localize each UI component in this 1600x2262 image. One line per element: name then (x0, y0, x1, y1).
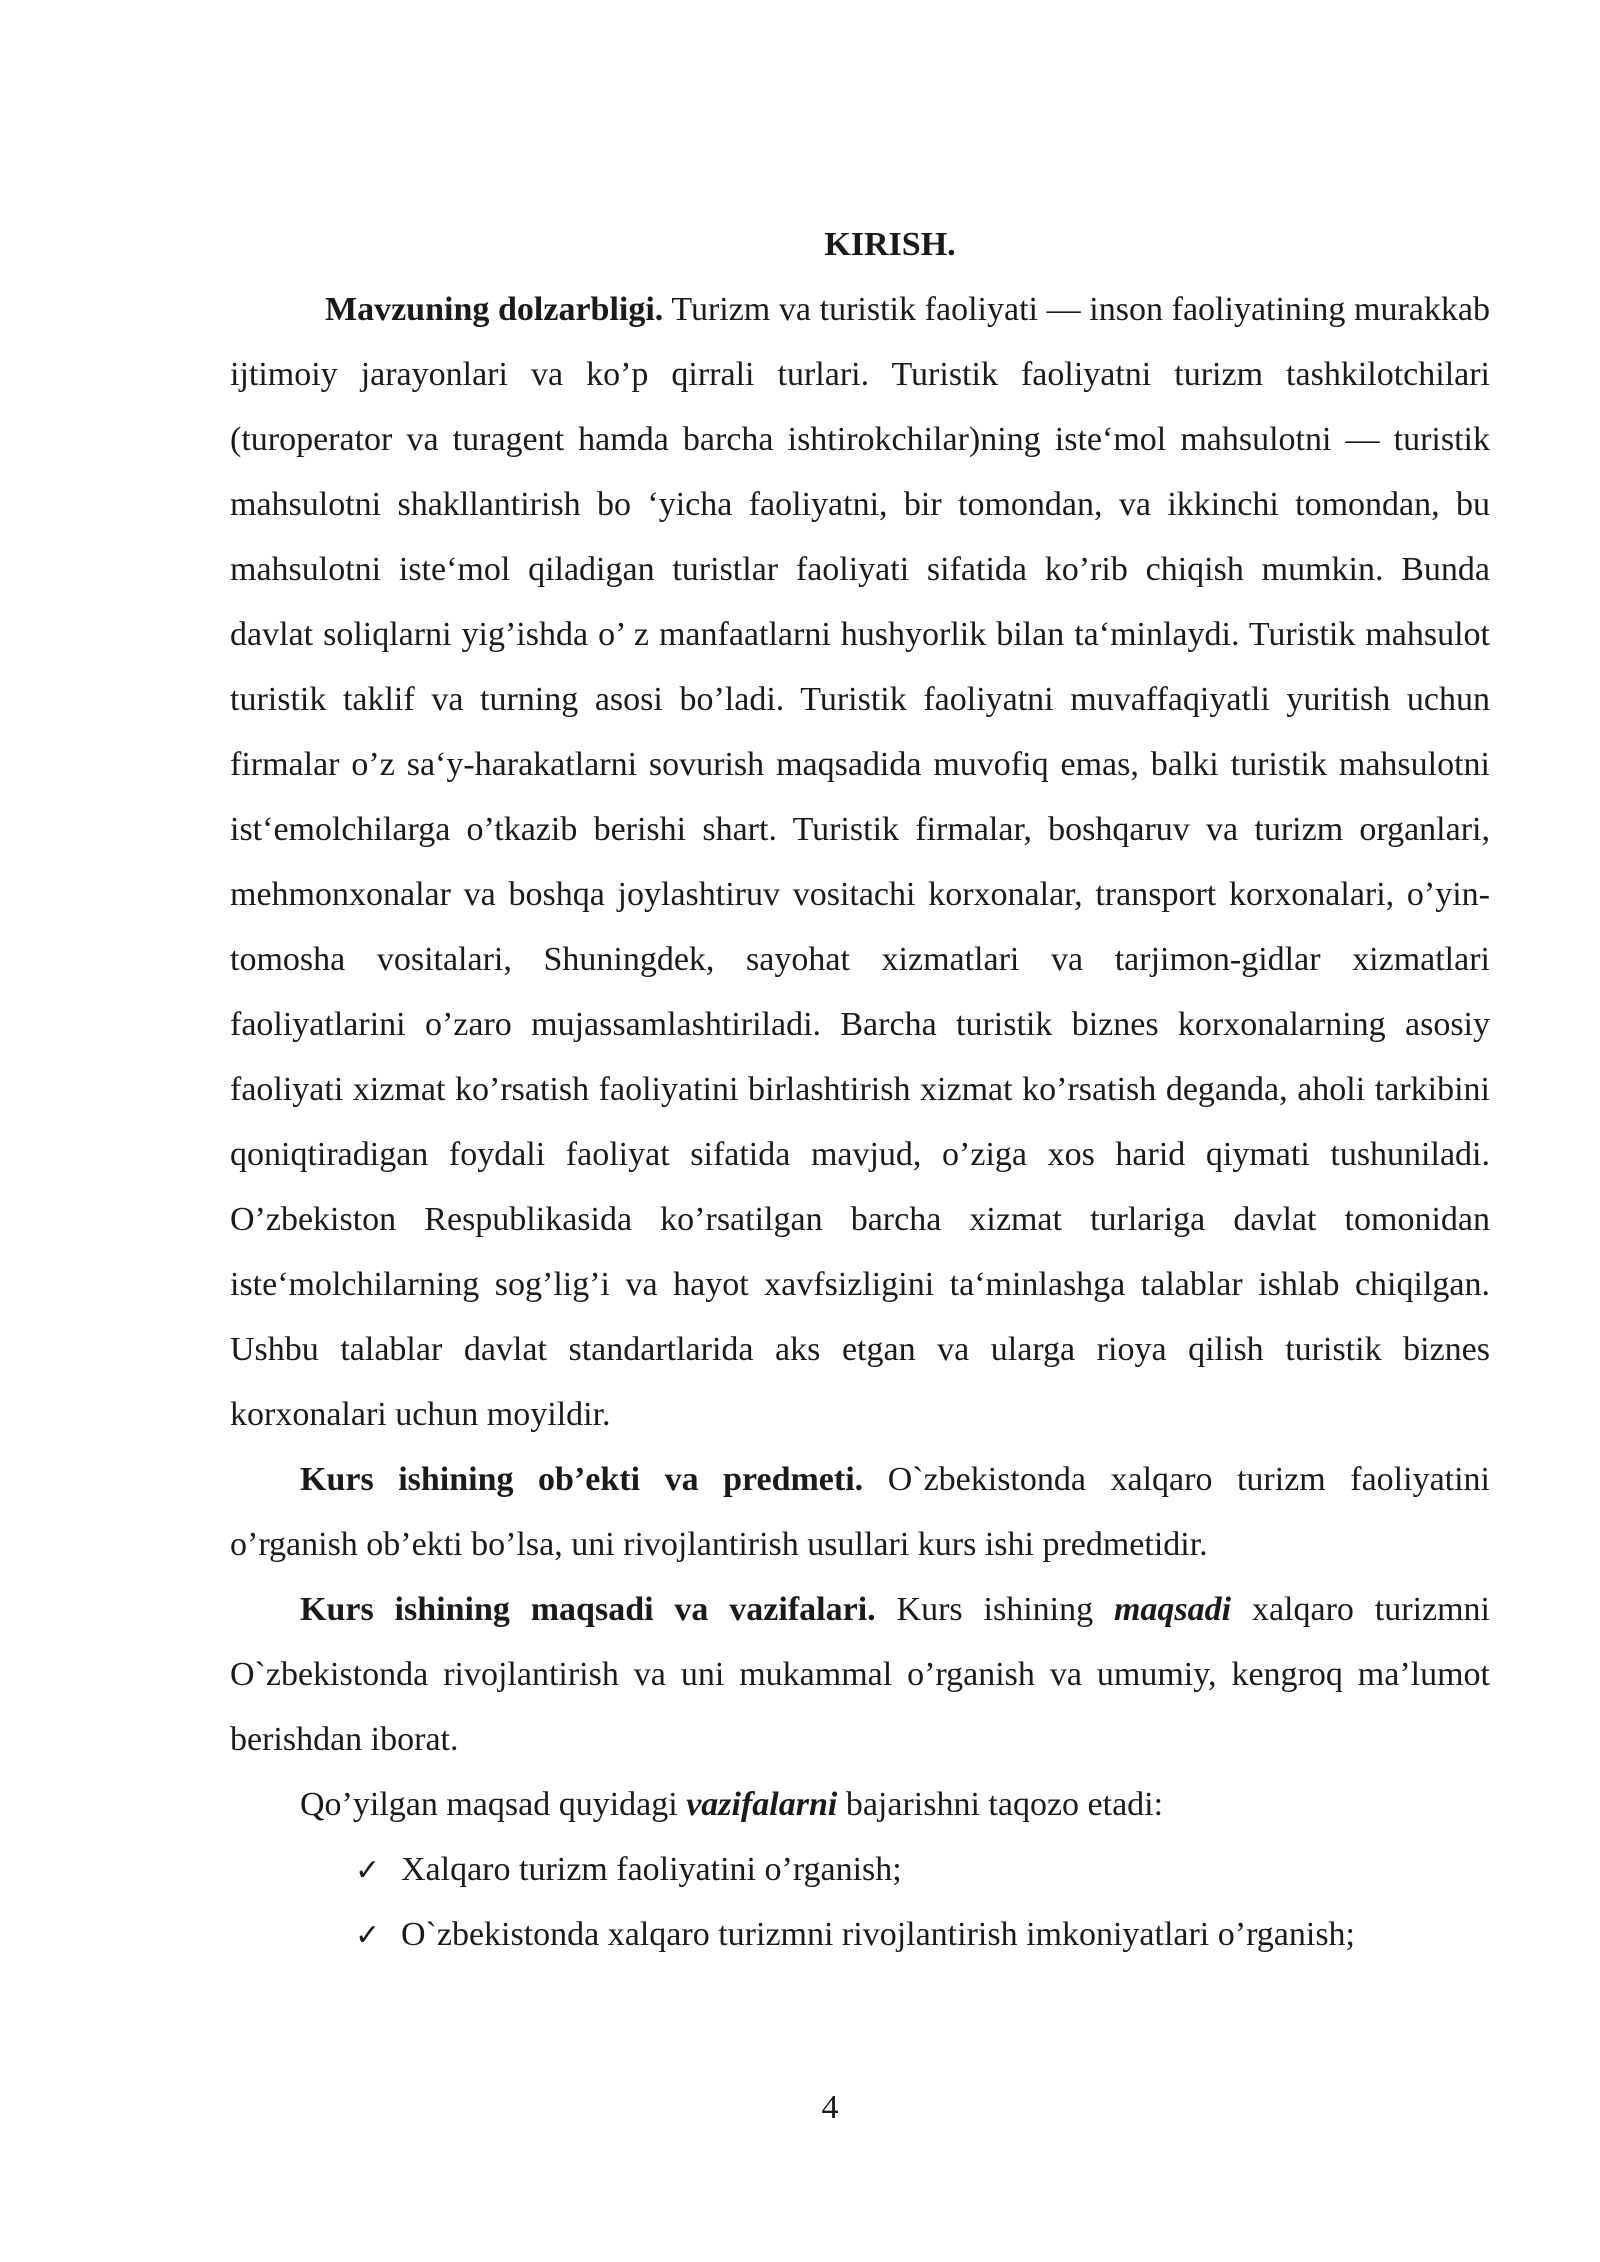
tasks-list (230, 1837, 1490, 1967)
goals-text-before: Kurs ishining (875, 1591, 1114, 1628)
goals-text-after: xalqaro turizmni O`zbekistonda rivojlantirish va uni mukammal o’rganish va umumiy, kengroq ma’lumot berishdan iborat. (230, 1591, 1490, 1758)
tasks-intro (230, 1772, 1490, 1837)
object-paragraph (230, 1447, 1490, 1577)
section-title: KIRISH. (824, 226, 956, 263)
checkmark-icon: ✓ (355, 1918, 381, 1953)
checkmark-icon: ✓ (355, 1853, 381, 1888)
relevance-heading: Mavzuning dolzarbligi. (325, 291, 664, 328)
goals-paragraph (230, 1577, 1490, 1772)
page-number: 4 (821, 2089, 839, 2126)
relevance-text: Turizm va turistik faoliyati — inson faoliyatining murakkab ijtimoiy jarayonlari va ko’p qirrali turlari. Turistik faoliyatni turizm tashkilotchilari (turoperator va turagent hamda barcha ishtirokchilar)ning iste‘mol mahsulotni — turistik mahsulotni shakllantirish bo ‘yicha faoliyatni, bir tomondan, va ikkinchi tomondan, bu mahsulotni iste‘mol qiladigan turistlar faoliyati sifatida ko’rib chiqish mumkin. Bunda davlat soliqlarni yig’ishda o’ z manfaatlarni hushyorlik bilan ta‘minlaydi. Turistik mahsulot turistik taklif va turning asosi bo’ladi. Turistik faoliyatni muvaffaqiyatli yuritish uchun firmalar o’z sa‘y-harakatlarni sovurish maqsadida muvofiq emas, balki turistik mahsulotni ist‘emolchilarga o’tkazib berishi shart. Turistik firmalar, boshqaruv va turizm organlari, mehmonxonalar va boshqa joylashtiruv vositachi korxonalar, transport korxonalari, o’yin-tomosha vositalari, Shuningdek, sayohat xizmatlari va tarjimon-gidlar xizmatlari faoliyatlarini o’zaro mujassamlashtiriladi. Barcha turistik biznes korxonalarning asosiy faoliyati xizmat ko’rsatish faoliyatini birlashtirish xizmat ko’rsatish deganda, aholi tarkibini qoniqtiradigan foydali faoliyat sifatida mavjud, o’ziga xos harid qiymati tushuniladi. O’zbekiston Respublikasida ko’rsatilgan barcha xizmat turlariga davlat tomonidan iste‘molchilarning sog’lig’i va hayot xavfsizligini ta‘minlashga talablar ishlab chiqilgan. Ushbu talablar davlat standartlarida aks etgan va ularga rioya qilish turistik biznes korxonalari uchun moyildir. (230, 291, 1490, 1433)
list-item (355, 1837, 1490, 1902)
relevance-paragraph (230, 277, 1490, 1447)
object-text: O`zbekistonda xalqaro turizm faoliyatini o’rganish ob’ekti bo’lsa, uni rivojlantirish usullari kurs ishi predmetidir. (230, 1461, 1490, 1563)
task-text: Xalqaro turizm faoliyatini o’rganish; (401, 1851, 902, 1888)
tasks-intro-before: Qo’yilgan maqsad quyidagi (300, 1786, 687, 1823)
object-heading: Kurs ishining ob’ekti va predmeti. (300, 1461, 864, 1498)
task-text: O`zbekistonda xalqaro turizmni rivojlantirish imkoniyatlari o’rganish; (401, 1916, 1355, 1953)
tasks-intro-after: bajarishni taqozo etadi: (837, 1786, 1164, 1823)
list-item (355, 1902, 1490, 1967)
document-page (230, 212, 1490, 1967)
goals-heading: Kurs ishining maqsadi va vazifalari. (300, 1591, 876, 1628)
tasks-intro-emphasis: vazifalarni (686, 1786, 838, 1823)
goals-emphasis: maqsadi (1113, 1591, 1232, 1628)
